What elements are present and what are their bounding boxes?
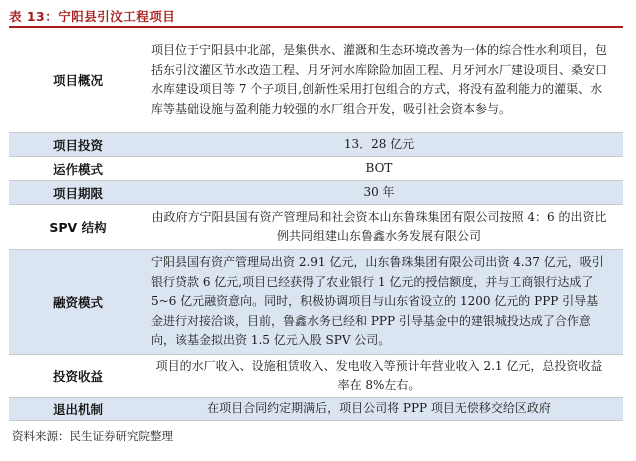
table-title: 表 13：宁阳县引汶工程项目 [9, 6, 623, 28]
financing-text: 宁阳县国有资产管理局出资 2.91 亿元，山东鲁珠集团有限公司出资 4.37 亿元，吸引银行贷款 6 亿元,项目已经获得了农业银行 1 亿元的授信额度，并与工商银行达成了 5~6 亿元融资意向。同时，积极协调项目与山东省设立的 1200 亿元的 PPP 引导基金进行对接洽谈，目前，鲁鑫水务已经和 PPP 引导基金中的建银城投达成了合作意向，该基金拟出资 1.5 亿元入股 SPV 公司。 [151, 255, 604, 348]
row-content-spv [147, 205, 623, 249]
table-row [9, 250, 623, 355]
source-note: 资料来源：民生证券研究院整理 [12, 429, 173, 443]
table-row [9, 398, 623, 421]
row-content-financing [147, 250, 623, 354]
row-content-term: 30 年 [363, 184, 395, 199]
row-content-overview [147, 28, 623, 132]
table-row [9, 133, 623, 157]
table-row [9, 28, 623, 133]
overview-text: 项目位于宁阳县中北部，是集供水、灌溉和生态环境改善为一体的综合性水利项目，包括东引汶灌区节水改造工程、月牙河水库除险加固工程、月牙河水厂建设项目、桑安口水库建设项目等 7 个子项目,创新性采用打包组合的方式，将没有盈利能力的灌渠、水库等基础设施与盈利能力较强的水厂组合开发，吸引社会资本参与。 [151, 43, 608, 116]
row-label-spv: SPV 结构 [49, 220, 107, 235]
table-row [9, 181, 623, 205]
row-label-exit: 退出机制 [52, 402, 103, 417]
project-table [9, 28, 623, 421]
spv-text: 由政府方宁阳县国有资产管理局和社会资本山东鲁珠集团有限公司按照 4：6 的出资比例共同组建山东鲁鑫水务发展有限公司 [151, 209, 607, 243]
row-label-overview: 项目概况 [52, 73, 103, 88]
table-row [9, 157, 623, 181]
row-content-exit: 在项目合同约定期满后，项目公司将 PPP 项目无偿移交给区政府 [207, 401, 551, 416]
row-label-investment: 项目投资 [52, 137, 103, 153]
row-content-operation-mode: BOT [365, 160, 393, 175]
row-label-operation-mode: 运作模式 [52, 161, 103, 177]
row-label-financing: 融资模式 [52, 295, 103, 310]
table-row [9, 205, 623, 250]
row-content-return [147, 355, 623, 397]
return-text: 项目的水厂收入、设施租赁收入、发电收入等预计年营业收入 2.1 亿元，总投资收益率在 8%左右。 [155, 358, 603, 392]
row-label-term: 项目期限 [52, 185, 103, 201]
row-content-investment: 13．28 亿元 [343, 136, 415, 151]
table-row [9, 355, 623, 398]
row-label-return: 投资收益 [52, 369, 103, 384]
